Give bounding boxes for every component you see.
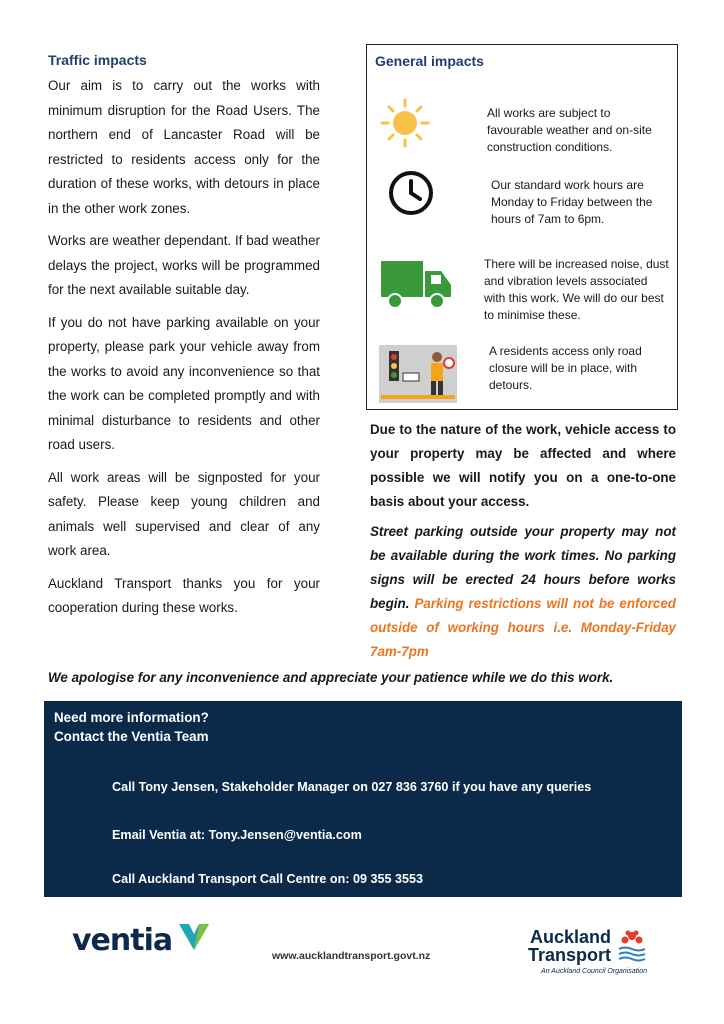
paragraph: Works are weather dependant. If bad weather delays the project, works will be programmed for the next available suitable day. — [48, 233, 320, 297]
contact-panel — [44, 701, 682, 897]
contact-email-line: Email Ventia at: Tony.Jensen@ventia.com — [112, 828, 362, 842]
ventia-chevron-icon — [177, 922, 211, 952]
ventia-wordmark: ventia — [72, 923, 173, 958]
apology-statement: We apologise for any inconvenience and appreciate your patience while we do this work. — [48, 670, 614, 685]
paragraph: All work areas will be signposted for your safety. Please keep young children and animals well supervised and clear of any work area. — [48, 469, 320, 558]
at-logo-line2: Transport — [528, 945, 612, 965]
general-impact-text: Our standard work hours are Monday to Friday between the hours of 7am to 6pm. — [491, 178, 653, 226]
at-logo-tagline: An Auckland Council Organisation — [541, 968, 648, 975]
paragraph: Auckland Transport thanks you for your cooperation during these works. — [48, 575, 320, 615]
website-link[interactable]: www.aucklandtransport.govt.nz — [272, 950, 431, 962]
paragraph: If you do not have parking available on your property, please park your vehicle away from the works to avoid any inconvenience so that the work can be completed promptly and with minimal disturbance to residents and other road users. — [48, 314, 320, 452]
ventia-logo — [72, 922, 211, 958]
traffic-impacts-section — [48, 52, 320, 629]
contact-title: Need more information? — [54, 710, 209, 725]
contact-phone-line: Call Tony Jensen, Stakeholder Manager on 027 836 3760 if you have any queries — [112, 780, 592, 794]
traffic-impacts-heading: Traffic impacts — [48, 52, 147, 68]
auckland-transport-logo — [528, 928, 647, 975]
pohutukawa-flower-icon — [617, 929, 647, 963]
general-impact-text: There will be increased noise, dust and vibration levels associated with this work. We will do our best to minimise these. — [484, 257, 669, 322]
road-closure-icon — [379, 345, 457, 403]
parking-notice — [370, 520, 676, 664]
sun-icon — [379, 97, 431, 149]
clock-icon — [387, 169, 435, 217]
general-impact-text: A residents access only road closure will be in place, with detours. — [489, 344, 642, 392]
parking-restrictions-highlight: Parking restrictions will not be enforced outside of working hours i.e. Monday-Friday 7am-7pm — [370, 596, 676, 659]
general-impact-text: All works are subject to favourable weather and on-site construction conditions. — [487, 106, 652, 154]
general-impacts-heading: General impacts — [375, 53, 484, 69]
contact-subtitle: Contact the Ventia Team — [54, 729, 209, 744]
contact-callcentre-line: Call Auckland Transport Call Centre on: 09 355 3553 — [112, 872, 423, 886]
at-logo-line1: Auckland — [529, 927, 612, 947]
vehicle-access-notice: Due to the nature of the work, vehicle access to your property may be affected and where possible we will notify you on a one-to-one basis about your access. — [370, 422, 676, 509]
access-parking-section — [370, 418, 676, 664]
truck-icon — [379, 255, 455, 311]
parking-notice-text: Street parking outside your property may not be available during the work times. No parking signs will be erected 24 hours before works begin. — [370, 524, 676, 611]
paragraph: Our aim is to carry out the works with minimum disruption for the Road Users. The northern end of Lancaster Road will be restricted to residents access only for the duration of these works, with detours in place in the other work zones. — [48, 78, 320, 216]
general-impacts-box — [366, 44, 678, 410]
